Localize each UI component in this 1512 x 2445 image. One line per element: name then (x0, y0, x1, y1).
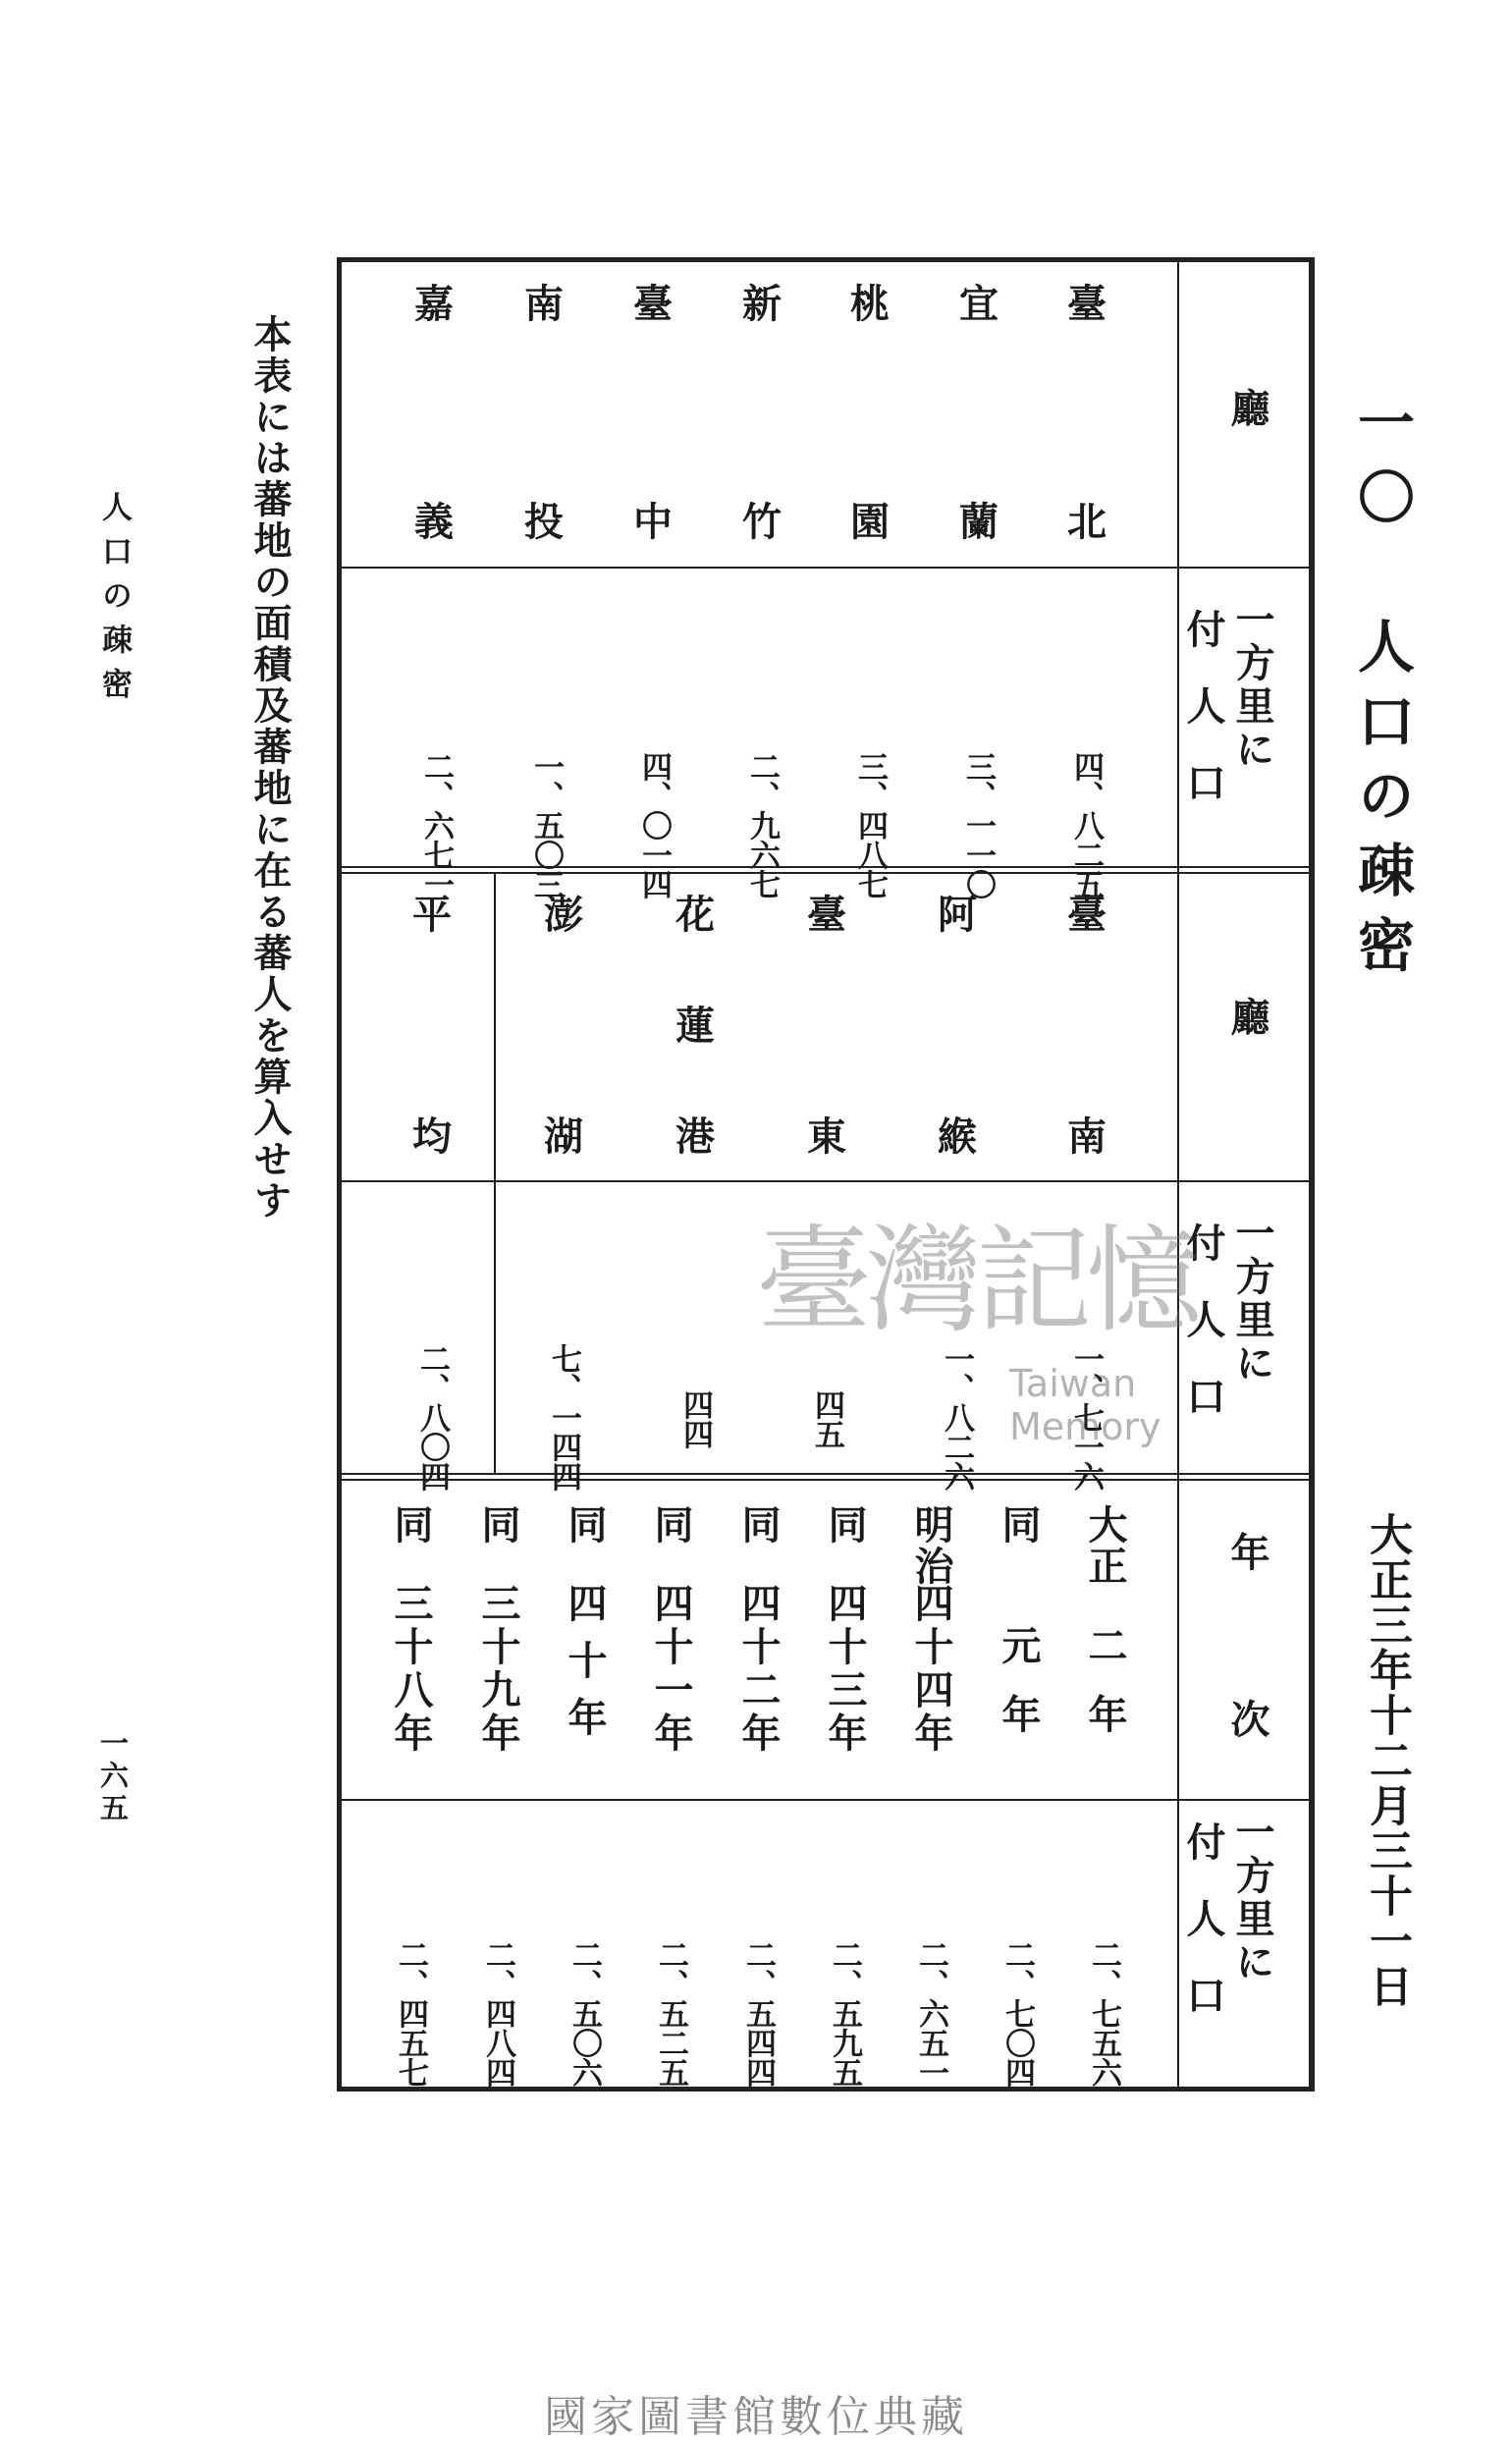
s3-era: 同 (735, 1504, 782, 1546)
s3-density: 二、五四四 (740, 1939, 776, 2087)
header-density-3b: 付人口 (1180, 1821, 1226, 2051)
s1-density: 四、八二五 (1068, 751, 1104, 898)
statistics-table (337, 257, 1315, 2092)
s2-name-top: 臺 (807, 892, 848, 938)
s3-era: 同 (475, 1504, 521, 1546)
s2-density: 一、七一六 (1068, 1343, 1104, 1491)
s3-year: 四十一年 (648, 1583, 694, 1756)
date-caption: 大正三年十二月三十一日 (1362, 1512, 1412, 2009)
s1-name-top: 宜 (959, 281, 1000, 327)
s2-average-density: 二、八〇四 (414, 1343, 450, 1491)
s3-era: 明治 (908, 1504, 954, 1587)
s1-name-top: 嘉 (414, 281, 456, 327)
s3-density: 二、七五六 (1086, 1939, 1121, 2087)
header-density-1b: 付人口 (1180, 609, 1226, 839)
s3-era: 同 (996, 1504, 1042, 1546)
s2-density: 一、八二六 (939, 1343, 974, 1491)
running-header: 人口の疎密 (96, 491, 132, 712)
s2-name-mid: 蓮 (675, 1003, 717, 1049)
s1-name-bottom: 投 (524, 499, 566, 545)
s2-name-bottom: 南 (1067, 1114, 1108, 1160)
s3-year: 二年 (1082, 1625, 1128, 1763)
s1-density: 四、〇一四 (636, 751, 672, 898)
s2-name-top: 阿 (938, 892, 979, 938)
s3-year: 四十年 (562, 1583, 608, 1754)
footer-credit: 國家圖書館數位典藏 (544, 2392, 968, 2442)
table-note: 本表には蕃地の面積及蕃地に在る蕃人を算入せす (247, 314, 293, 1222)
s1-density: 一、五〇三 (528, 751, 564, 898)
s2-name-bottom: 港 (675, 1114, 717, 1160)
s3-era: 同 (822, 1504, 868, 1546)
s1-name-top: 新 (742, 281, 783, 327)
page-number: 一六五 (96, 1728, 130, 1825)
header-year: 年次 (1224, 1532, 1270, 1866)
s1-name-bottom: 蘭 (959, 499, 1000, 545)
s2-name-top: 花 (675, 892, 717, 938)
s3-density: 二、六五一 (913, 1939, 948, 2087)
header-density-3a: 一方里に (1229, 1812, 1275, 1984)
watermark-logo (756, 1213, 1286, 1448)
s3-year: 四十四年 (908, 1583, 954, 1756)
s2-name-bottom: 東 (807, 1114, 848, 1160)
s3-era: 同 (388, 1504, 434, 1546)
s1-density: 三、一一〇 (960, 751, 996, 898)
s3-density: 二、五二五 (653, 1939, 688, 2087)
s1-name-bottom: 中 (633, 499, 675, 545)
s2-name-top: 臺 (1067, 892, 1108, 938)
watermark-cn: 臺灣記憶 (756, 1213, 1197, 1348)
s3-era: 同 (562, 1504, 608, 1546)
s3-year: 元年 (996, 1625, 1042, 1763)
s2-name-top: 澎 (544, 892, 585, 938)
s3-year: 三十八年 (388, 1583, 434, 1756)
s1-name-top: 臺 (1067, 281, 1108, 327)
header-density-1a: 一方里に (1229, 599, 1275, 772)
s1-density: 三、四八七 (852, 751, 888, 898)
s3-density: 二、四八四 (480, 1939, 515, 2087)
header-cho-1: 廳 (1224, 388, 1270, 431)
s3-density: 二、七〇四 (999, 1939, 1035, 2087)
s2-density: 四四 (677, 1389, 713, 1448)
s2-name-bottom: 緱 (938, 1114, 979, 1160)
s3-year: 四十二年 (735, 1583, 782, 1756)
s1-name-bottom: 北 (1067, 499, 1108, 545)
s2-name-bottom: 湖 (544, 1114, 585, 1160)
s2-density: 七、一四四 (546, 1343, 581, 1491)
s3-era: 同 (648, 1504, 694, 1546)
s3-density: 二、五九五 (827, 1939, 862, 2087)
s2-density: 四五 (809, 1389, 844, 1448)
s1-density: 二、六七一 (418, 751, 454, 898)
s3-density: 二、四五七 (393, 1939, 428, 2087)
s3-year: 四十三年 (822, 1583, 868, 1756)
s1-name-bottom: 義 (414, 499, 456, 545)
s3-density: 二、五〇六 (567, 1939, 602, 2087)
header-density-2a: 一方里に (1229, 1213, 1275, 1386)
s2-average-top: 平 (412, 892, 454, 938)
watermark-en: Taiwan Memory (1009, 1362, 1161, 1448)
s3-era: 大正 (1082, 1504, 1128, 1587)
s1-name-top: 臺 (633, 281, 675, 327)
header-density-2b: 付人口 (1180, 1222, 1226, 1452)
s1-name-bottom: 園 (850, 499, 891, 545)
s1-name-bottom: 竹 (742, 499, 783, 545)
s2-average-bottom: 均 (412, 1114, 454, 1160)
s3-year: 三十九年 (475, 1583, 521, 1756)
s1-name-top: 南 (524, 281, 566, 327)
s1-density: 二、九六七 (744, 751, 780, 898)
header-cho-2: 廳 (1224, 997, 1270, 1040)
page-title: 一〇 人口の疎密 (1348, 393, 1415, 990)
s1-name-top: 桃 (850, 281, 891, 327)
